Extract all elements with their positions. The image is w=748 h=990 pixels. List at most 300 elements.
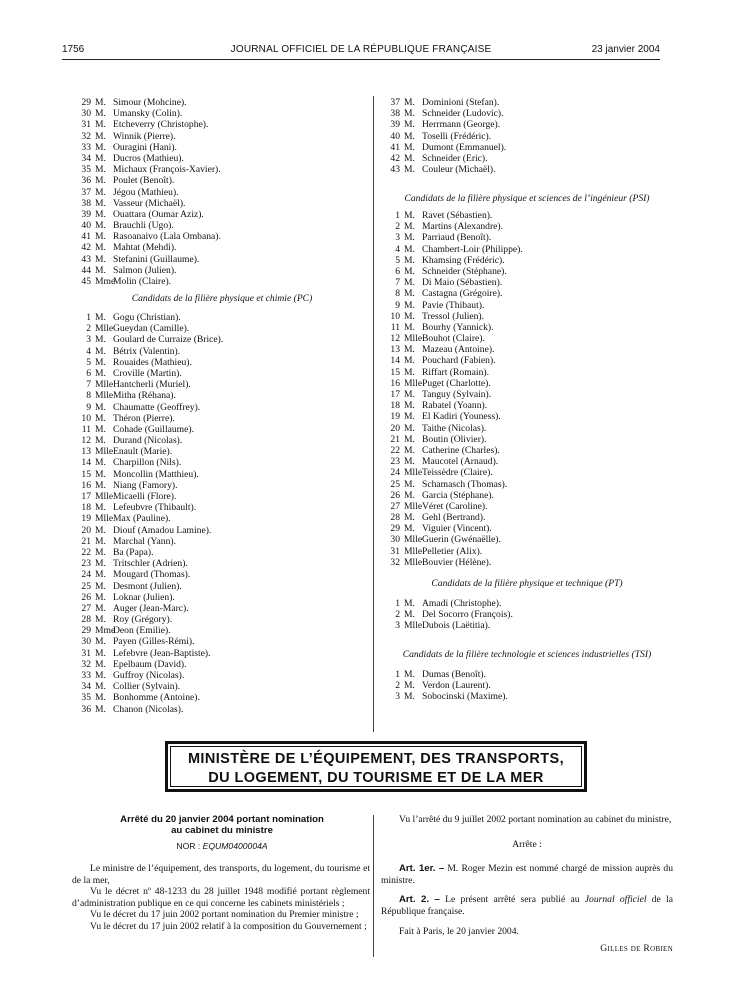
preamble-decree-pm: Vu le décret du 17 juin 2002 portant nomination du Premier ministre ; bbox=[90, 909, 359, 921]
list-item-title: M. bbox=[95, 119, 106, 131]
list-item-number: 11 bbox=[81, 423, 91, 435]
list-item-number: 29 bbox=[81, 97, 91, 108]
list-item bbox=[381, 131, 506, 142]
list-item-number: 27 bbox=[390, 500, 400, 512]
list-item-title: M. bbox=[95, 164, 106, 176]
list-item bbox=[381, 691, 508, 702]
list-item-title: Mlle bbox=[95, 446, 114, 458]
list-item-name: Bonhomme (Antoine). bbox=[113, 692, 200, 704]
list-item-number: 24 bbox=[81, 569, 91, 581]
list-item bbox=[381, 232, 523, 243]
list-item-title: M. bbox=[404, 310, 415, 322]
list-item-number: 29 bbox=[81, 625, 91, 637]
list-item-number: 2 bbox=[395, 680, 400, 692]
list-item bbox=[72, 119, 221, 130]
list-item-number: 17 bbox=[81, 491, 91, 502]
list-item-name: Catherine (Charles). bbox=[422, 444, 500, 456]
list-item-number: 5 bbox=[395, 254, 400, 266]
list-item bbox=[72, 164, 221, 175]
list-item-number: 1 bbox=[86, 312, 91, 323]
list-item bbox=[381, 411, 523, 422]
list-item-title: M. bbox=[404, 489, 415, 501]
list-item-title: M. bbox=[95, 636, 106, 648]
list-item-title: M. bbox=[404, 108, 415, 120]
column-divider-bottom bbox=[373, 815, 374, 957]
left-list-continued bbox=[72, 97, 221, 287]
list-item-title: Mme bbox=[95, 625, 116, 637]
preamble-minister: Le ministre de l’équipement, des transports, du logement, du tourisme et de la mer, bbox=[72, 863, 370, 886]
preamble-decree-1948: Vu le décret nº 48-1233 du 28 juillet 1948 modifié portant règlement d’administration publique en ce qui concerne les cabinets ministériels ; bbox=[72, 886, 370, 909]
list-item-number: 20 bbox=[81, 524, 91, 536]
list-item-number: 16 bbox=[390, 377, 400, 389]
list-item-name: Vasseur (Michaël). bbox=[113, 197, 186, 209]
list-item-title: M. bbox=[404, 221, 415, 233]
list-item-name: Herrmann (George). bbox=[422, 119, 501, 131]
list-item-name: Castagna (Grégoire). bbox=[422, 288, 503, 300]
list-item bbox=[381, 609, 513, 620]
list-item bbox=[72, 648, 223, 659]
list-item-title: M. bbox=[95, 253, 106, 265]
list-item bbox=[72, 254, 221, 265]
list-item bbox=[72, 242, 221, 253]
list-item-title: M. bbox=[95, 435, 106, 447]
list-item bbox=[72, 569, 223, 580]
list-item bbox=[381, 153, 506, 164]
psi-candidates-list bbox=[381, 210, 523, 568]
list-item-name: Desmont (Julien). bbox=[113, 580, 182, 592]
list-item bbox=[72, 276, 221, 287]
list-item bbox=[381, 445, 523, 456]
list-item-number: 30 bbox=[81, 636, 91, 648]
list-item-number: 41 bbox=[81, 231, 91, 243]
list-item-title: M. bbox=[95, 312, 106, 323]
list-item bbox=[72, 368, 223, 379]
list-item-name: Martins (Alexandre). bbox=[422, 221, 503, 233]
list-item bbox=[381, 288, 523, 299]
list-item-name: Micaelli (Flore). bbox=[113, 491, 177, 502]
header-rule bbox=[62, 59, 660, 60]
list-item-name: Dumont (Emmanuel). bbox=[422, 141, 507, 153]
list-item-number: 34 bbox=[81, 681, 91, 693]
list-item-title: Mlle bbox=[95, 491, 114, 502]
list-item bbox=[72, 220, 221, 231]
list-item-name: Dominioni (Stefan). bbox=[422, 97, 500, 108]
list-item-number: 44 bbox=[81, 264, 91, 276]
list-item bbox=[381, 255, 523, 266]
pc-candidates-list bbox=[72, 312, 223, 715]
list-item-name: Enault (Marie). bbox=[113, 446, 173, 458]
list-item-title: Mlle bbox=[404, 545, 423, 557]
list-item bbox=[381, 557, 523, 568]
column-divider bbox=[373, 96, 374, 732]
list-item bbox=[381, 344, 523, 355]
issue-date: 23 janvier 2004 bbox=[591, 44, 660, 55]
list-item-title: M. bbox=[404, 680, 415, 692]
list-item-name: Niang (Famory). bbox=[113, 479, 178, 491]
list-item bbox=[381, 266, 523, 277]
list-item-number: 31 bbox=[81, 647, 91, 659]
list-item-title: M. bbox=[404, 130, 415, 142]
section-title-tsi: Candidats de la filière technologie et sciences industrielles (TSI) bbox=[402, 649, 652, 660]
list-item-title: M. bbox=[404, 598, 415, 609]
list-item-number: 18 bbox=[390, 400, 400, 412]
list-item bbox=[381, 277, 523, 288]
list-item-title: M. bbox=[95, 558, 106, 570]
list-item-title: M. bbox=[404, 321, 415, 333]
list-item bbox=[72, 670, 223, 681]
list-item-title: M. bbox=[95, 264, 106, 276]
list-item-name: Winnik (Pierre). bbox=[113, 130, 176, 142]
list-item-title: M. bbox=[404, 400, 415, 412]
list-item-number: 17 bbox=[390, 389, 400, 400]
list-item-name: Simour (Mohcine). bbox=[113, 97, 187, 108]
list-item bbox=[72, 446, 223, 457]
list-item bbox=[381, 400, 523, 411]
list-item bbox=[72, 603, 223, 614]
list-item-title: M. bbox=[95, 692, 106, 704]
list-item bbox=[72, 491, 223, 502]
list-item-title: Mlle bbox=[404, 467, 423, 479]
list-item-title: M. bbox=[95, 602, 106, 614]
list-item-name: Diouf (Amadou Lamine). bbox=[113, 524, 212, 536]
list-item bbox=[72, 469, 223, 480]
list-item-number: 27 bbox=[81, 602, 91, 614]
list-item bbox=[72, 525, 223, 536]
list-item-name: Amadi (Christophe). bbox=[422, 598, 502, 609]
list-item-name: Sobocinski (Maxime). bbox=[422, 691, 508, 703]
ministry-line-2: DU LOGEMENT, DU TOURISME ET DE LA MER bbox=[208, 770, 544, 786]
list-item-name: Chanon (Nicolas). bbox=[113, 703, 184, 715]
list-item-name: Etcheverry (Christophe). bbox=[113, 119, 209, 131]
list-item-name: Moncollin (Matthieu). bbox=[113, 468, 199, 480]
list-item-name: Schneider (Eric). bbox=[422, 152, 488, 164]
list-item-name: Rasoanaivo (Lala Ombana). bbox=[113, 231, 221, 243]
list-item-name: Chambert-Loir (Philippe). bbox=[422, 243, 523, 255]
list-item-name: Jégou (Mathieu). bbox=[113, 186, 179, 198]
article-2-journal: Journal officiel bbox=[584, 894, 647, 906]
list-item bbox=[72, 513, 223, 524]
list-item-title: M. bbox=[404, 478, 415, 490]
list-item bbox=[381, 546, 523, 557]
list-item bbox=[72, 379, 223, 390]
list-item-number: 42 bbox=[81, 242, 91, 254]
decree-body bbox=[381, 814, 673, 955]
list-item-number: 45 bbox=[81, 276, 91, 287]
list-item-title: M. bbox=[95, 580, 106, 592]
list-item bbox=[72, 131, 221, 142]
list-item bbox=[72, 175, 221, 186]
list-item-title: M. bbox=[95, 208, 106, 220]
list-item-number: 10 bbox=[390, 310, 400, 322]
decree-title-line-1: Arrêté du 20 janvier 2004 portant nomination bbox=[120, 814, 324, 825]
list-item-name: Tritschler (Adrien). bbox=[113, 558, 188, 570]
list-item-title: M. bbox=[95, 231, 106, 243]
list-item bbox=[381, 97, 506, 108]
list-item-name: Schneider (Ludovic). bbox=[422, 108, 504, 120]
list-item bbox=[381, 221, 523, 232]
list-item bbox=[381, 119, 506, 130]
list-item-title: M. bbox=[95, 524, 106, 536]
list-item bbox=[72, 402, 223, 413]
list-item bbox=[381, 367, 523, 378]
list-item-name: Mazeau (Antoine). bbox=[422, 344, 495, 356]
list-item-name: Gehl (Bertrand). bbox=[422, 512, 486, 524]
list-item-name: Gogu (Christian). bbox=[113, 312, 181, 323]
list-item-name: Charpillon (Nils). bbox=[113, 457, 182, 469]
list-item-name: Teissèdre (Claire). bbox=[422, 467, 493, 479]
list-item-name: Molin (Claire). bbox=[113, 276, 172, 287]
list-item bbox=[72, 346, 223, 357]
article-1-label: Art. 1er. – bbox=[399, 863, 445, 875]
decree-title-line-2: au cabinet du ministre bbox=[171, 825, 273, 836]
list-item-number: 9 bbox=[86, 401, 91, 413]
ministry-line-1: MINISTÈRE DE L’ÉQUIPEMENT, DES TRANSPORTS, bbox=[187, 751, 565, 767]
list-item-name: Auger (Jean-Marc). bbox=[113, 602, 189, 614]
list-item-name: Ducros (Mathieu). bbox=[113, 152, 184, 164]
nor-reference bbox=[72, 841, 372, 853]
list-item bbox=[72, 198, 221, 209]
list-item-title: M. bbox=[404, 119, 415, 131]
list-item bbox=[381, 210, 523, 221]
list-item-number: 31 bbox=[390, 545, 400, 557]
list-item-number: 23 bbox=[390, 456, 400, 468]
list-item-number: 33 bbox=[81, 141, 91, 153]
list-item-number: 20 bbox=[390, 422, 400, 434]
list-item-name: Mahtat (Mehdi). bbox=[113, 242, 177, 254]
list-item bbox=[72, 265, 221, 276]
list-item-number: 22 bbox=[390, 444, 400, 456]
list-item-number: 1 bbox=[395, 210, 400, 221]
list-item bbox=[381, 389, 523, 400]
right-list-continued bbox=[381, 97, 506, 175]
list-item bbox=[381, 333, 523, 344]
list-item bbox=[72, 681, 223, 692]
list-item-title: M. bbox=[95, 569, 106, 581]
list-item-number: 21 bbox=[81, 535, 91, 547]
list-item-number: 15 bbox=[81, 468, 91, 480]
list-item-name: Guffroy (Nicolas). bbox=[113, 670, 185, 681]
list-item-name: Théron (Pierre). bbox=[113, 412, 175, 424]
list-item-title: Mlle bbox=[95, 379, 114, 391]
list-item-name: Di Maio (Sébastien). bbox=[422, 277, 503, 289]
arrete-word: Arrête : bbox=[512, 838, 542, 850]
list-item-number: 26 bbox=[390, 489, 400, 501]
list-item-name: Salmon (Julien). bbox=[113, 264, 177, 276]
list-item-title: M. bbox=[404, 669, 415, 680]
list-item bbox=[381, 142, 506, 153]
list-item-name: Bourhy (Yannick). bbox=[422, 321, 494, 333]
list-item-name: Schneider (Stéphane). bbox=[422, 265, 507, 277]
list-item bbox=[72, 614, 223, 625]
article-1-text: M. Roger Mezin est nommé chargé de mission auprès du ministre. bbox=[381, 863, 673, 886]
list-item-number: 35 bbox=[81, 692, 91, 704]
list-item-number: 8 bbox=[395, 288, 400, 300]
list-item bbox=[72, 692, 223, 703]
list-item-title: M. bbox=[95, 670, 106, 681]
list-item-name: Del Socorro (François). bbox=[422, 609, 513, 621]
list-item-number: 11 bbox=[390, 321, 400, 333]
list-item bbox=[72, 108, 221, 119]
list-item bbox=[381, 434, 523, 445]
list-item bbox=[381, 467, 523, 478]
list-item-number: 2 bbox=[395, 609, 400, 621]
list-item-name: Deon (Emilie). bbox=[113, 625, 171, 637]
article-2 bbox=[381, 894, 673, 917]
list-item bbox=[72, 592, 223, 603]
list-item-title: M. bbox=[95, 220, 106, 232]
list-item bbox=[381, 512, 523, 523]
list-item-number: 41 bbox=[390, 141, 400, 153]
list-item-name: Bouvier (Hélène). bbox=[422, 556, 492, 568]
list-item bbox=[72, 502, 223, 513]
list-item-title: M. bbox=[404, 288, 415, 300]
list-item-title: Mlle bbox=[404, 377, 423, 389]
list-item bbox=[72, 558, 223, 569]
list-item-name: Ba (Papa). bbox=[113, 546, 154, 558]
list-item-number: 7 bbox=[86, 379, 91, 391]
list-item bbox=[72, 547, 223, 558]
list-item-number: 13 bbox=[81, 446, 91, 458]
list-item-name: Couleur (Michaël). bbox=[422, 164, 496, 176]
list-item-name: Mougard (Thomas). bbox=[113, 569, 191, 581]
list-item bbox=[381, 423, 523, 434]
list-item bbox=[72, 536, 223, 547]
list-item-number: 3 bbox=[395, 691, 400, 703]
list-item-title: M. bbox=[95, 186, 106, 198]
list-item-number: 32 bbox=[390, 556, 400, 568]
list-item bbox=[72, 142, 221, 153]
list-item bbox=[72, 357, 223, 368]
list-item bbox=[381, 355, 523, 366]
list-item-name: Stefanini (Guillaume). bbox=[113, 253, 200, 265]
list-item bbox=[381, 501, 523, 512]
list-item-title: M. bbox=[404, 254, 415, 266]
list-item-number: 16 bbox=[81, 479, 91, 491]
list-item-name: Garcia (Stéphane). bbox=[422, 489, 494, 501]
list-item bbox=[381, 680, 508, 691]
list-item bbox=[72, 424, 223, 435]
list-item-number: 22 bbox=[81, 546, 91, 558]
list-item-title: Mlle bbox=[95, 390, 114, 402]
list-item-title: M. bbox=[95, 546, 106, 558]
list-item-name: Gueydan (Camille). bbox=[113, 323, 190, 335]
list-item-name: Payen (Gilles-Rémi). bbox=[113, 636, 195, 648]
decree-preamble bbox=[72, 863, 370, 933]
list-item bbox=[381, 322, 523, 333]
list-item-number: 6 bbox=[395, 265, 400, 277]
list-item-name: Hantcherli (Muriel). bbox=[113, 379, 191, 391]
list-item-number: 12 bbox=[81, 435, 91, 447]
list-item bbox=[381, 598, 513, 609]
list-item-title: M. bbox=[404, 232, 415, 244]
list-item-title: Mlle bbox=[95, 323, 114, 335]
list-item-name: Bétrix (Valentin). bbox=[113, 345, 181, 357]
list-item-number: 32 bbox=[81, 130, 91, 142]
list-item-number: 30 bbox=[390, 534, 400, 546]
list-item-number: 43 bbox=[81, 253, 91, 265]
list-item-title: M. bbox=[95, 457, 106, 469]
list-item-name: Guerin (Gwénaëlle). bbox=[422, 534, 501, 546]
list-item-number: 23 bbox=[81, 558, 91, 570]
article-2-text-a: Le présent arrêté sera publié au bbox=[445, 894, 580, 906]
list-item bbox=[72, 153, 221, 164]
list-item-number: 34 bbox=[81, 152, 91, 164]
list-item bbox=[72, 187, 221, 198]
list-item-title: M. bbox=[404, 444, 415, 456]
list-item-title: M. bbox=[404, 299, 415, 311]
list-item-number: 2 bbox=[395, 221, 400, 233]
list-item-number: 36 bbox=[81, 175, 91, 187]
list-item-title: M. bbox=[404, 97, 415, 108]
list-item-name: Tressol (Julien). bbox=[422, 310, 485, 322]
list-item-name: Maucotel (Arnaud). bbox=[422, 456, 499, 468]
list-item-name: Michaux (François-Xavier). bbox=[113, 164, 221, 176]
list-item-number: 1 bbox=[395, 598, 400, 609]
signature: Gilles de Robien bbox=[600, 943, 673, 955]
list-item-title: Mme bbox=[95, 276, 116, 287]
list-item-title: M. bbox=[404, 277, 415, 289]
list-item-title: M. bbox=[95, 423, 106, 435]
list-item-title: M. bbox=[404, 366, 415, 378]
section-title-pc: Candidats de la filière physique et chimie (PC) bbox=[131, 293, 313, 304]
list-item-number: 9 bbox=[395, 299, 400, 311]
list-item-name: Ouragini (Hani). bbox=[113, 141, 177, 153]
list-item bbox=[72, 312, 223, 323]
list-item-title: M. bbox=[404, 265, 415, 277]
list-item-number: 10 bbox=[81, 412, 91, 424]
list-item bbox=[72, 390, 223, 401]
list-item-title: M. bbox=[95, 468, 106, 480]
preamble-arrete-2002: Vu l’arrêté du 9 juillet 2002 portant nomination au cabinet du ministre, bbox=[399, 814, 672, 825]
list-item bbox=[381, 456, 523, 467]
decree-title bbox=[72, 814, 372, 836]
list-item bbox=[72, 480, 223, 491]
list-item-name: Riffart (Romain). bbox=[422, 366, 489, 378]
list-item-name: Tanguy (Sylvain). bbox=[422, 389, 492, 400]
list-item bbox=[381, 534, 523, 545]
list-item-title: M. bbox=[404, 164, 415, 176]
list-item-name: Rouaides (Mathieu). bbox=[113, 356, 192, 368]
list-item-number: 30 bbox=[81, 108, 91, 120]
list-item-name: Collier (Sylvain). bbox=[113, 681, 181, 693]
list-item-name: Loknar (Julien). bbox=[113, 591, 175, 603]
list-item-number: 35 bbox=[81, 164, 91, 176]
list-item-title: M. bbox=[95, 97, 106, 108]
list-item-title: M. bbox=[404, 512, 415, 524]
list-item-title: M. bbox=[404, 433, 415, 445]
list-item-name: Dubois (Laëtitia). bbox=[422, 620, 491, 632]
list-item-name: Cohade (Guillaume). bbox=[113, 423, 194, 435]
list-item-number: 42 bbox=[390, 152, 400, 164]
list-item-title: M. bbox=[95, 108, 106, 120]
list-item-number: 37 bbox=[390, 97, 400, 108]
list-item-title: M. bbox=[404, 355, 415, 367]
list-item-number: 4 bbox=[395, 243, 400, 255]
list-item-number: 5 bbox=[86, 356, 91, 368]
list-item-number: 7 bbox=[395, 277, 400, 289]
list-item-title: Mlle bbox=[404, 333, 423, 345]
list-item-title: Mlle bbox=[404, 534, 423, 546]
list-item-name: Max (Pauline). bbox=[113, 513, 171, 525]
list-item-name: Viguier (Vincent). bbox=[422, 523, 492, 535]
list-item-name: Durand (Nicolas). bbox=[113, 435, 183, 447]
list-item-title: M. bbox=[404, 691, 415, 703]
fait-a-paris: Fait à Paris, le 20 janvier 2004. bbox=[399, 925, 519, 937]
nor-label: NOR : bbox=[176, 841, 201, 851]
list-item bbox=[381, 300, 523, 311]
list-item-title: M. bbox=[95, 152, 106, 164]
list-item-name: Pouchard (Fabien). bbox=[422, 355, 496, 367]
